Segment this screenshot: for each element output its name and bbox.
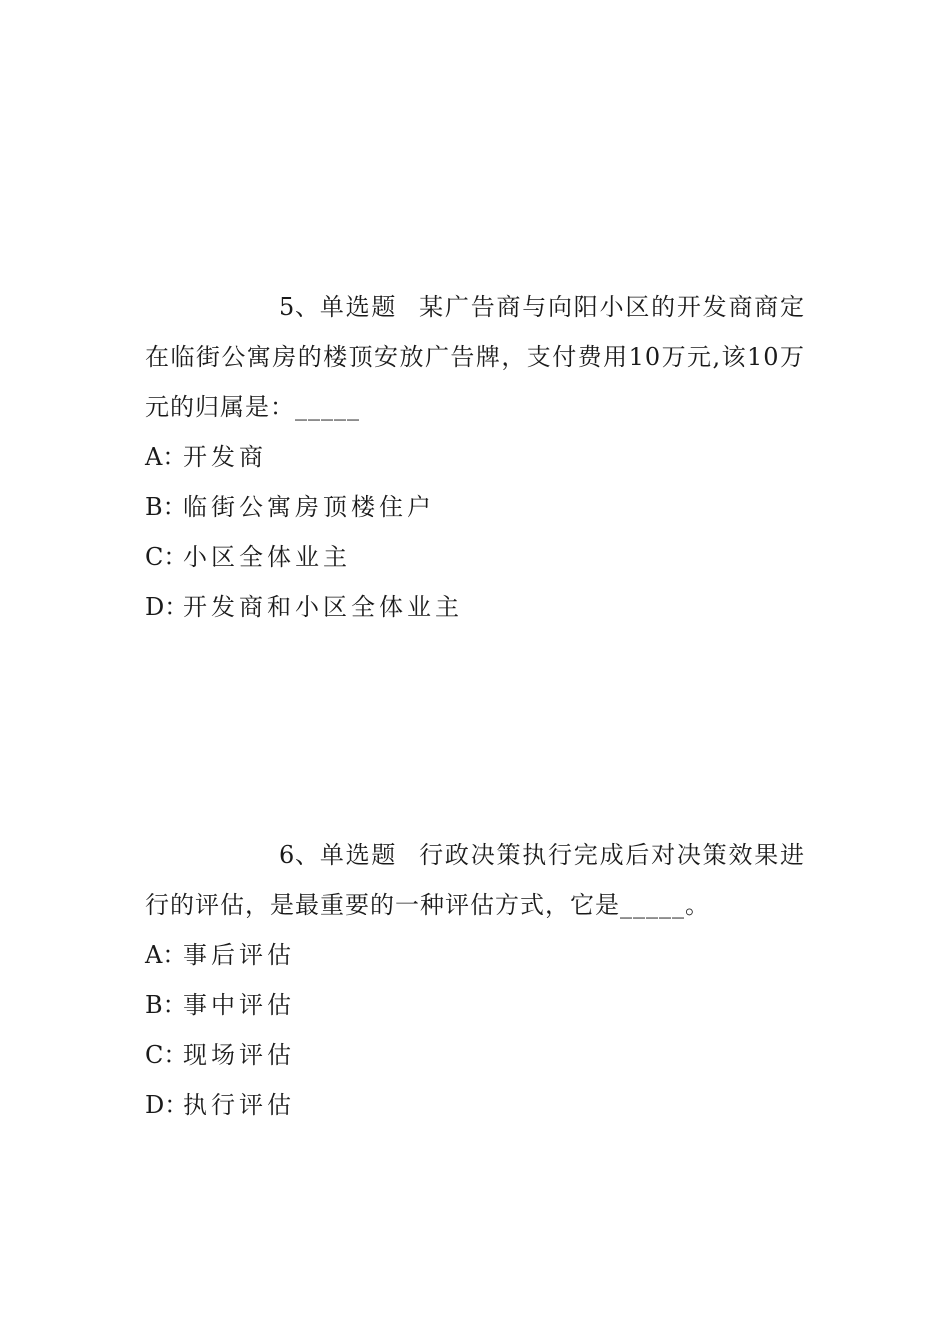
option-text: 现场评估 xyxy=(183,1041,295,1069)
option-b[interactable] xyxy=(145,482,805,532)
option-text: 开发商 xyxy=(183,443,267,471)
option-key: D： xyxy=(145,593,189,621)
question-number: 6、 xyxy=(279,841,320,869)
question-type: 单选题 xyxy=(319,293,398,321)
question-type: 单选题 xyxy=(319,841,398,869)
option-text: 事中评估 xyxy=(183,991,295,1019)
option-text: 临街公寓房顶楼住户 xyxy=(183,493,435,521)
option-list xyxy=(145,432,805,632)
option-d[interactable] xyxy=(145,1080,805,1130)
option-key: A： xyxy=(145,941,187,969)
option-c[interactable] xyxy=(145,532,805,582)
option-key: D： xyxy=(145,1091,189,1119)
option-key: B： xyxy=(145,991,187,1019)
question-stem xyxy=(145,830,805,930)
option-text: 事后评估 xyxy=(183,941,295,969)
option-key: A： xyxy=(145,443,187,471)
question-number: 5、 xyxy=(279,293,320,321)
option-text: 执行评估 xyxy=(183,1091,295,1119)
option-text: 开发商和小区全体业主 xyxy=(183,593,463,621)
option-key: B： xyxy=(145,493,187,521)
option-a[interactable] xyxy=(145,432,805,482)
option-key: C： xyxy=(145,1041,188,1069)
option-key: C： xyxy=(145,543,188,571)
option-c[interactable] xyxy=(145,1030,805,1080)
option-d[interactable] xyxy=(145,582,805,632)
option-text: 小区全体业主 xyxy=(183,543,351,571)
option-a[interactable] xyxy=(145,930,805,980)
question-text: 某广告商与向阳小区的开发商商定在临街公寓房的楼顶安放广告牌，支付费用10万元,该10万元的归属是：_____ xyxy=(145,293,806,421)
option-b[interactable] xyxy=(145,980,805,1030)
question-text: 行政决策执行完成后对决策效果进行的评估，是最重要的一种评估方式，它是_____。 xyxy=(145,841,806,919)
question-stem xyxy=(145,282,805,432)
option-list xyxy=(145,930,805,1130)
question-5 xyxy=(145,282,805,632)
question-6 xyxy=(145,830,805,1130)
